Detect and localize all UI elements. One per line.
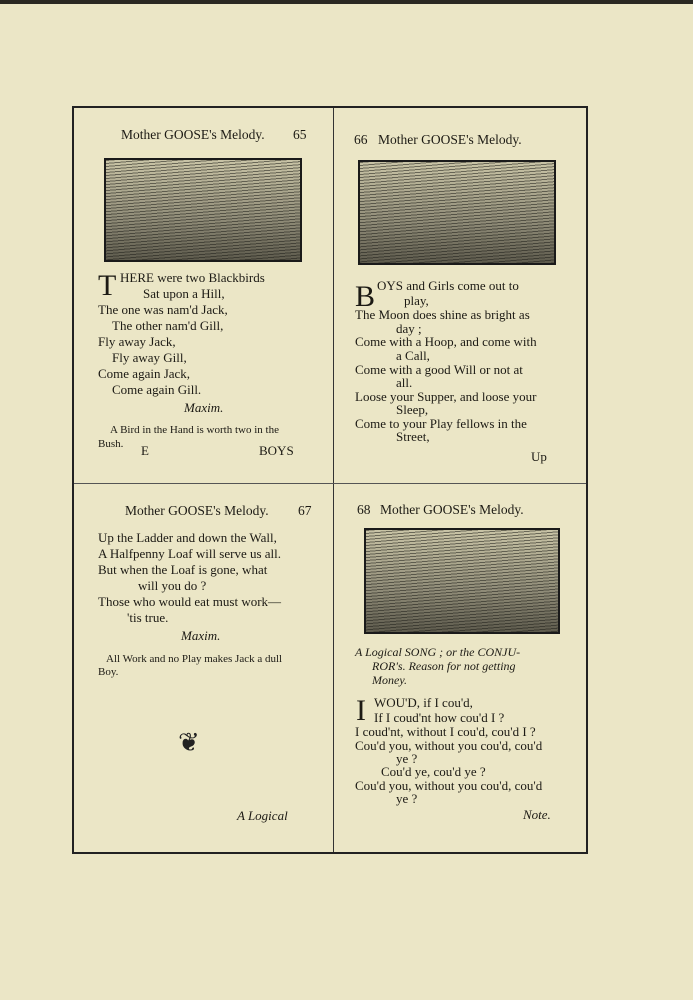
verse-line: all. xyxy=(396,375,413,390)
horizontal-divider xyxy=(74,483,586,484)
catchword: A Logical xyxy=(237,808,288,823)
verse-line: But when the Loaf is gone, what xyxy=(98,562,268,577)
verse-line: If I coud'nt how cou'd I ? xyxy=(374,710,505,725)
scan-edge xyxy=(0,0,693,4)
verse-line: Those who would eat must work— xyxy=(98,594,282,609)
catchword: BOYS xyxy=(259,443,294,458)
woodcut-conjuror xyxy=(364,528,560,634)
song-title: Money. xyxy=(372,673,407,687)
woodcut-blackbirds xyxy=(104,158,302,262)
verse-line: Loose your Supper, and loose your xyxy=(355,389,537,404)
verse-line: Up the Ladder and down the Wall, xyxy=(98,530,277,545)
verse-line: ye ? xyxy=(396,791,418,806)
verse-line: Sleep, xyxy=(396,402,429,417)
verse-line: a Call, xyxy=(396,348,430,363)
verse-line: Come with a Hoop, and come with xyxy=(355,334,537,349)
verse-line: OYS and Girls come out to xyxy=(377,278,519,293)
verse-line: HERE were two Blackbirds xyxy=(120,270,265,285)
running-header: Mother GOOSE's Melody. xyxy=(125,503,269,518)
verse-line: ye ? xyxy=(396,751,418,766)
maxim-text: A Bird in the Hand is worth two in the xyxy=(110,424,279,436)
signature-mark: E xyxy=(141,443,149,458)
verse-line: Come again Gill. xyxy=(112,382,202,397)
verse-line: Come to your Play fellows in the xyxy=(355,416,527,431)
page-number: 67 xyxy=(298,503,312,518)
verse-line: WOU'D, if I cou'd, xyxy=(374,695,473,710)
running-header: Mother GOOSE's Melody. xyxy=(378,132,522,147)
verse-line: Cou'd ye, cou'd ye ? xyxy=(381,764,486,779)
drop-cap: B xyxy=(355,280,376,313)
catchword: Up xyxy=(531,449,547,464)
verse-line: Come with a good Will or not at xyxy=(355,362,523,377)
running-header: Mother GOOSE's Melody. xyxy=(121,127,265,142)
drop-cap: T xyxy=(98,269,117,302)
verse-line: The Moon does shine as bright as xyxy=(355,307,530,322)
verse-line: Come again Jack, xyxy=(98,366,191,381)
verse-line: will you do ? xyxy=(138,578,207,593)
verse-line: Cou'd you, without you cou'd, cou'd xyxy=(355,778,543,793)
maxim-text: Bush. xyxy=(98,438,124,450)
verse-line: The one was nam'd Jack, xyxy=(98,302,228,317)
drop-cap: I xyxy=(356,694,366,727)
fleuron-ornament-icon: ❦ xyxy=(178,728,200,757)
verse-line: Fly away Jack, xyxy=(98,334,176,349)
song-title: A Logical SONG ; or the CONJU- xyxy=(355,645,521,659)
catchword: Note. xyxy=(523,807,551,822)
maxim-title: Maxim. xyxy=(181,628,221,643)
vertical-divider xyxy=(333,108,334,852)
verse-line: I coud'nt, without I cou'd, cou'd I ? xyxy=(355,724,536,739)
verse-line: The other nam'd Gill, xyxy=(112,318,224,333)
running-header: Mother GOOSE's Melody. xyxy=(380,502,524,517)
maxim-text: Boy. xyxy=(98,666,119,678)
song-title: ROR's. Reason for not getting xyxy=(372,659,516,673)
verse-line: A Halfpenny Loaf will serve us all. xyxy=(98,546,282,561)
page-number: 68 xyxy=(357,502,371,517)
verse-line: Cou'd you, without you cou'd, cou'd xyxy=(355,738,543,753)
verse-line: play, xyxy=(404,293,429,308)
verse-line: 'tis true. xyxy=(127,610,169,625)
verse-line: day ; xyxy=(396,321,422,336)
verse-line: Street, xyxy=(396,429,430,444)
woodcut-moonlit-house xyxy=(358,160,556,265)
maxim-text: All Work and no Play makes Jack a dull xyxy=(106,653,283,665)
page-number: 65 xyxy=(293,127,307,142)
verse-line: Sat upon a Hill, xyxy=(143,286,225,301)
page-number: 66 xyxy=(354,132,368,147)
verse-line: Fly away Gill, xyxy=(112,350,187,365)
maxim-title: Maxim. xyxy=(184,400,224,415)
